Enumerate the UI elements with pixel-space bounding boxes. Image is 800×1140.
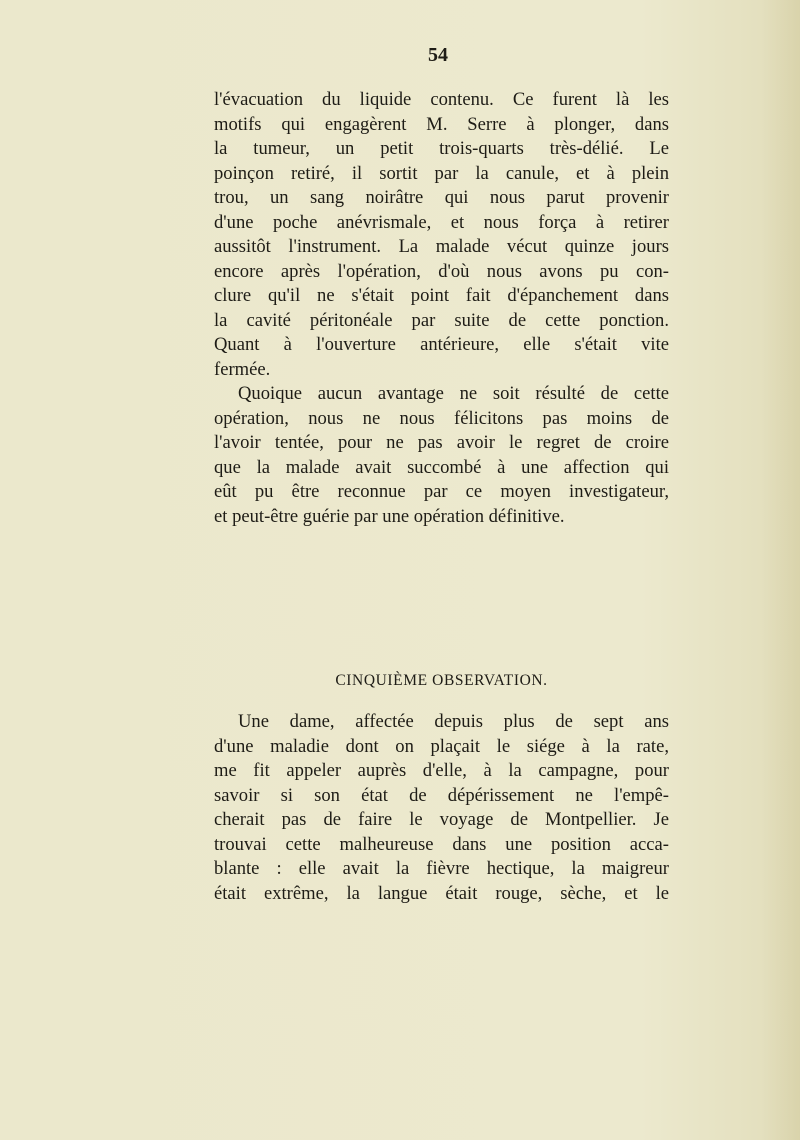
text-line: encore après l'opération, d'où nous avons pu con- <box>214 260 669 282</box>
section-heading: CINQUIÈME OBSERVATION. <box>335 672 548 689</box>
paragraph <box>214 382 669 529</box>
text-line: que la malade avait succombé à une affection qui <box>214 456 669 478</box>
text-line: me fit appeler auprès d'elle, à la campagne, pour <box>214 760 669 781</box>
text-line: Une dame, affectée depuis plus de sept ans <box>238 711 669 732</box>
text-line: aussitôt l'instrument. La malade vécut quinze jours <box>214 236 669 257</box>
text-line: Quoique aucun avantage ne soit résulté de cette <box>238 383 669 404</box>
text-line: poinçon retiré, il sortit par la canule, et à plein <box>214 162 669 184</box>
text-line: l'évacuation du liquide contenu. Ce furent là les <box>214 89 669 110</box>
text-line: trou, un sang noirâtre qui nous parut provenir <box>214 187 669 208</box>
text-line: fermée. <box>214 358 271 380</box>
text-line: trouvai cette malheureuse dans une position acca- <box>214 833 669 855</box>
body-text-before <box>214 88 669 529</box>
text-line: et peut-être guérie par une opération définitive. <box>214 505 565 527</box>
text-line: eût pu être reconnue par ce moyen investigateur, <box>214 481 669 502</box>
text-line: était extrême, la langue était rouge, sèche, et le <box>214 882 669 904</box>
text-line: opération, nous ne nous félicitons pas moins de <box>214 407 669 429</box>
text-line: cherait pas de faire le voyage de Montpellier. Je <box>214 809 669 830</box>
text-line: savoir si son état de dépérissement ne l'empê- <box>214 784 669 806</box>
paragraph <box>214 88 669 382</box>
text-line: Quant à l'ouverture antérieure, elle s'était vite <box>214 334 669 355</box>
text-line: d'une maladie dont on plaçait le siége à la rate, <box>214 735 669 757</box>
paragraph <box>214 710 669 906</box>
page-number: 54 <box>428 44 448 66</box>
text-line: clure qu'il ne s'était point fait d'épanchement dans <box>214 285 669 306</box>
text-line: motifs qui engagèrent M. Serre à plonger, dans <box>214 113 669 135</box>
text-line: la cavité péritonéale par suite de cette ponction. <box>214 309 669 331</box>
text-line: la tumeur, un petit trois-quarts très-délié. Le <box>214 138 669 159</box>
body-text-after <box>214 710 669 906</box>
text-line: blante : elle avait la fièvre hectique, la maigreur <box>214 858 669 879</box>
text-line: d'une poche anévrismale, et nous força à retirer <box>214 211 669 233</box>
text-line: l'avoir tentée, pour ne pas avoir le regret de croire <box>214 432 669 453</box>
